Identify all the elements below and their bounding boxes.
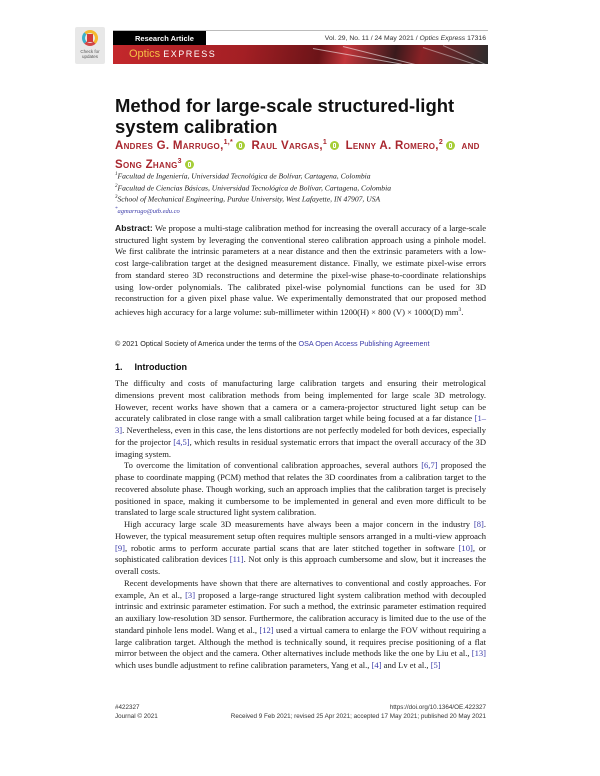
bookmark-icon: [87, 34, 93, 42]
author-name[interactable]: Lenny A. Romero,: [345, 139, 439, 152]
publication-dates: Received 9 Feb 2021; revised 25 Apr 2021; accepted 17 May 2021; published 20 May 2021: [230, 713, 486, 720]
copyright-notice: © 2021 Optical Society of America under the terms of the OSA Open Access Publishing Agreement: [115, 339, 430, 348]
citation-link[interactable]: [6,7]: [421, 460, 438, 471]
paper-title: Method for large-scale structured-light system calibration: [115, 95, 455, 137]
author-name[interactable]: Raul Vargas,: [251, 139, 323, 152]
crossmark-badge[interactable]: [75, 27, 105, 64]
citation-link[interactable]: [1–3]: [115, 413, 486, 435]
citation-link[interactable]: [11]: [229, 554, 244, 565]
citation-link[interactable]: [13]: [471, 648, 486, 659]
abstract-label: Abstract:: [115, 223, 153, 233]
article-id: #422327: [115, 704, 140, 711]
citation-link[interactable]: [5]: [430, 660, 441, 670]
text-run: . However, the typical measurement setup often requires multiple sensors arranged in a multi-view approach: [115, 519, 486, 541]
volume-info: Vol. 29, No. 11 / 24 May 2021 / Optics Express 17316: [324, 34, 486, 42]
crossmark-label: Check for updates: [80, 49, 100, 59]
paragraph: [115, 519, 486, 578]
text-run: High accuracy large scale 3D measurements have always been a major concern in the industry: [124, 519, 474, 529]
journal-header: [113, 30, 488, 64]
text-run: , or sophisticated calibration devices: [115, 542, 486, 565]
text-run: To overcome the limitation of conventional calibration approaches, several authors: [124, 460, 422, 471]
citation-link[interactable]: [12]: [259, 624, 274, 635]
paragraph: [115, 578, 486, 672]
author-name[interactable]: Song Zhang: [115, 158, 178, 171]
corresponding-email[interactable]: *agmarrugo@utb.edu.co: [115, 206, 180, 215]
text-run: used a virtual camera to enlarge the FOV without requiring a large calibration target. Although the method is technically sound, it requires precise positioning of a flat mirror between the object and the camera. Other alternatives include methods like the one by Liu et al.,: [115, 624, 486, 659]
text-run: , which results in residual systematic errors that impact the overall accuracy of the 3D imaging system.: [115, 436, 487, 459]
citation-link[interactable]: [4,5]: [173, 436, 190, 447]
affiliations: [115, 170, 495, 217]
journal-copyright: Journal © 2021: [115, 713, 158, 720]
journal-banner: [113, 45, 488, 64]
citation-link[interactable]: [9]: [115, 542, 125, 553]
license-link[interactable]: OSA Open Access Publishing Agreement: [298, 339, 430, 348]
citation-link[interactable]: [3]: [185, 589, 196, 600]
citation-link[interactable]: [10]: [458, 542, 473, 553]
abstract: Abstract: We propose a multi-stage calibration method for increasing the overall accuracy of a large-scale structured light system by leveraging the conventional stereo calibration approach using a pinhole model. We first calibrate the intrinsic parameters at a near distance and then the extrinsic parameters with a low-cost large-calibration target at the designed measurement distance. Finally, we estimate pixel-wise errors from standard stereo 3D reconstructions and determine the pixel-wise phase-to-coordinate relationships using low-order polynomials. The calibrated pixel-wise polynomial functions can be used for 3D reconstruction for a given pixel phase value. We experimentally demonstrated that our proposed method achieves high accuracy for a large volume: sub-millimeter within 1200(H) × 800 (V) × 1000(D) $mm^3$.: [115, 223, 487, 317]
text-run: proposed the phase to coordinate mapping (PCM) method that relates the 3D coordinates from a calibration target to the recovered absolute phase. Though working, such an approach implies that the calibration target is precisely positioned in space, making it cumbersome to be implemented in general and even more difficult to be translated to large scale structured light system calibration.: [115, 460, 486, 518]
text-run: The difficulty and costs of manufacturing large calibration targets and ensuring their metrological dimensions prevent most calibration methods from being implemented for large scale 3D metrology. However, recent works have shown that a camera or a camera-projector structured light setup can be accurately calibrated in close range with a small calibration target while being focused at a far distance: [115, 378, 486, 424]
doi-link[interactable]: https://doi.org/10.1364/OE.422327: [389, 704, 486, 711]
orcid-icon[interactable]: [236, 141, 245, 150]
abstract-text: We propose a multi-stage calibration method for increasing the overall accuracy of a large-scale structured light system by leveraging the conventional stereo calibration approach using a pinhole model. We first calibrate the intrinsic parameters at a near distance and then the extrinsic parameters with a low-cost large-calibration target at the designed measurement distance. Finally, we estimate pixel-wise errors from standard stereo 3D reconstructions and determine the pixel-wise phase-to-coordinate relationships using low-order polynomials. The calibrated pixel-wise polynomial functions can be used for 3D reconstruction for a given pixel phase value. We experimentally demonstrated that our proposed method achieves high accuracy for a large volume: sub-millimeter within 1200(H) × 800 (V) × 1000(D) mm: [115, 223, 487, 317]
text-run: , robotic arms to perform accurate partial scans that are later stitched together in software: [124, 542, 459, 553]
affiliation: $^1$Facultad de Ingeniería, Universidad Tecnológica de Bolívar, Cartagena, Colombia: [115, 171, 371, 181]
section-heading: 1. Introduction: [115, 362, 188, 372]
orcid-icon[interactable]: [330, 141, 339, 150]
journal-logo: Optics EXPRESS: [129, 48, 217, 60]
affiliation: $^2$Facultad de Ciencias Básicas, Universidad Tecnológica de Bolívar, Cartagena, Colombia: [115, 183, 391, 193]
citation-link[interactable]: [4]: [371, 660, 382, 670]
author-name[interactable]: Andres G. Marrugo,: [115, 139, 224, 152]
text-run: . Nevertheless, even in this case, the lens distortions are not perfectly modeled for both devices, especially for the projector: [115, 425, 486, 447]
orcid-icon[interactable]: [446, 141, 455, 150]
orcid-icon[interactable]: [185, 160, 194, 169]
citation-link[interactable]: [8]: [473, 519, 484, 529]
text-run: proposed a large-range structured light system calibration method with decoupled intrinsic and extrinsic parameter estimation. For such a method, the extrinsic parameter estimation required an auxiliary low-resolution 3D sensor. Furthermore, the calibration accuracy is limited due to the use of the standard pinhole lens model. Wang et al.,: [115, 589, 487, 635]
paragraph: [115, 460, 486, 519]
article-type: Research Article: [113, 31, 206, 45]
text-run: which uses bundle adjustment to refine calibration parameters, Yang et al.,: [115, 660, 372, 670]
affiliation: $^3$School of Mechanical Engineering, Purdue University, West Lafayette, IN 47907, USA: [115, 194, 381, 204]
text-run: and Lv et al.,: [381, 660, 431, 670]
author-list: Andres G. Marrugo,$^{1,*}$ Raul Vargas,$^1$ Lenny A. Romero,$^2$ and Song Zhang$^3$: [115, 139, 480, 171]
page-footer: [115, 703, 486, 721]
text-run: . Not only is this approach cumbersome and slow, but it increases the overall costs.: [115, 554, 486, 576]
paragraph: [115, 378, 486, 460]
body-text: [115, 378, 486, 672]
text-run: Recent developments have shown that there are alternatives to conventional and costly approaches. For example, An et al.,: [115, 577, 486, 600]
